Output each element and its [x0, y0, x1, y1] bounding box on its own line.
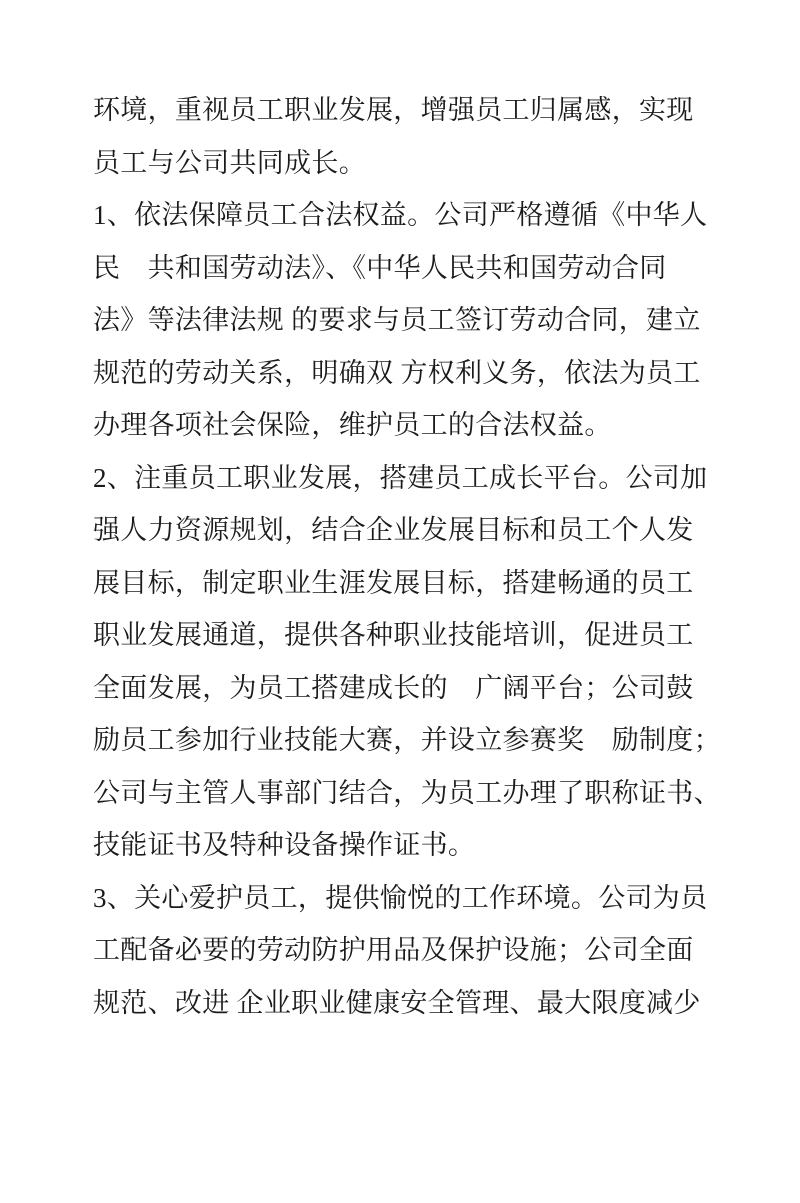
text-line: 1、依法保障员工合法权益。公司严格遵循《中华人: [93, 200, 708, 230]
text-line: 工配备必要的劳动防护用品及保护设施；公司全面: [93, 935, 694, 965]
text-line: 公司与主管人事部门结合，为员工办理了职称证书、: [93, 777, 721, 808]
text-line: 职业发展通道，提供各种职业技能培训，促进员工: [93, 620, 694, 650]
text-line: 展目标，制定职业生涯发展目标，搭建畅通的员工: [93, 567, 694, 598]
text-line: 强人力资源规划，结合企业发展目标和员工个人发: [93, 515, 694, 545]
text-line: 办理各项社会保险，维护员工的合法权益。: [93, 410, 612, 440]
text-line: 规范的劳动关系，明确双 方权利义务，依法为员工: [93, 357, 701, 388]
text-line: 法》等法律法规 的要求与员工签订劳动合同，建立: [93, 305, 701, 335]
text-line: 员工与公司共同成长。: [93, 147, 366, 178]
text-line: 环境，重视员工职业发展，增强员工归属感，实现: [93, 95, 694, 125]
text-line: 2、注重员工职业发展，搭建员工成长平台。公司加: [93, 462, 708, 493]
text-line: 励员工参加行业技能大赛，并设立参赛奖 励制度；: [93, 725, 721, 755]
document-text-block: [93, 84, 730, 1029]
text-line: 技能证书及特种设备操作证书。: [93, 830, 476, 860]
text-line: 民 共和国劳动法》、《中华人民共和国劳动合同: [93, 252, 667, 283]
text-line: 全面发展，为员工搭建成长的 广阔平台；公司鼓: [93, 672, 694, 703]
text-line: 3、关心爱护员工，提供愉悦的工作环境。公司为员: [93, 882, 708, 913]
text-line: 规范、改进 企业职业健康安全管理、最大限度减少: [93, 987, 701, 1018]
